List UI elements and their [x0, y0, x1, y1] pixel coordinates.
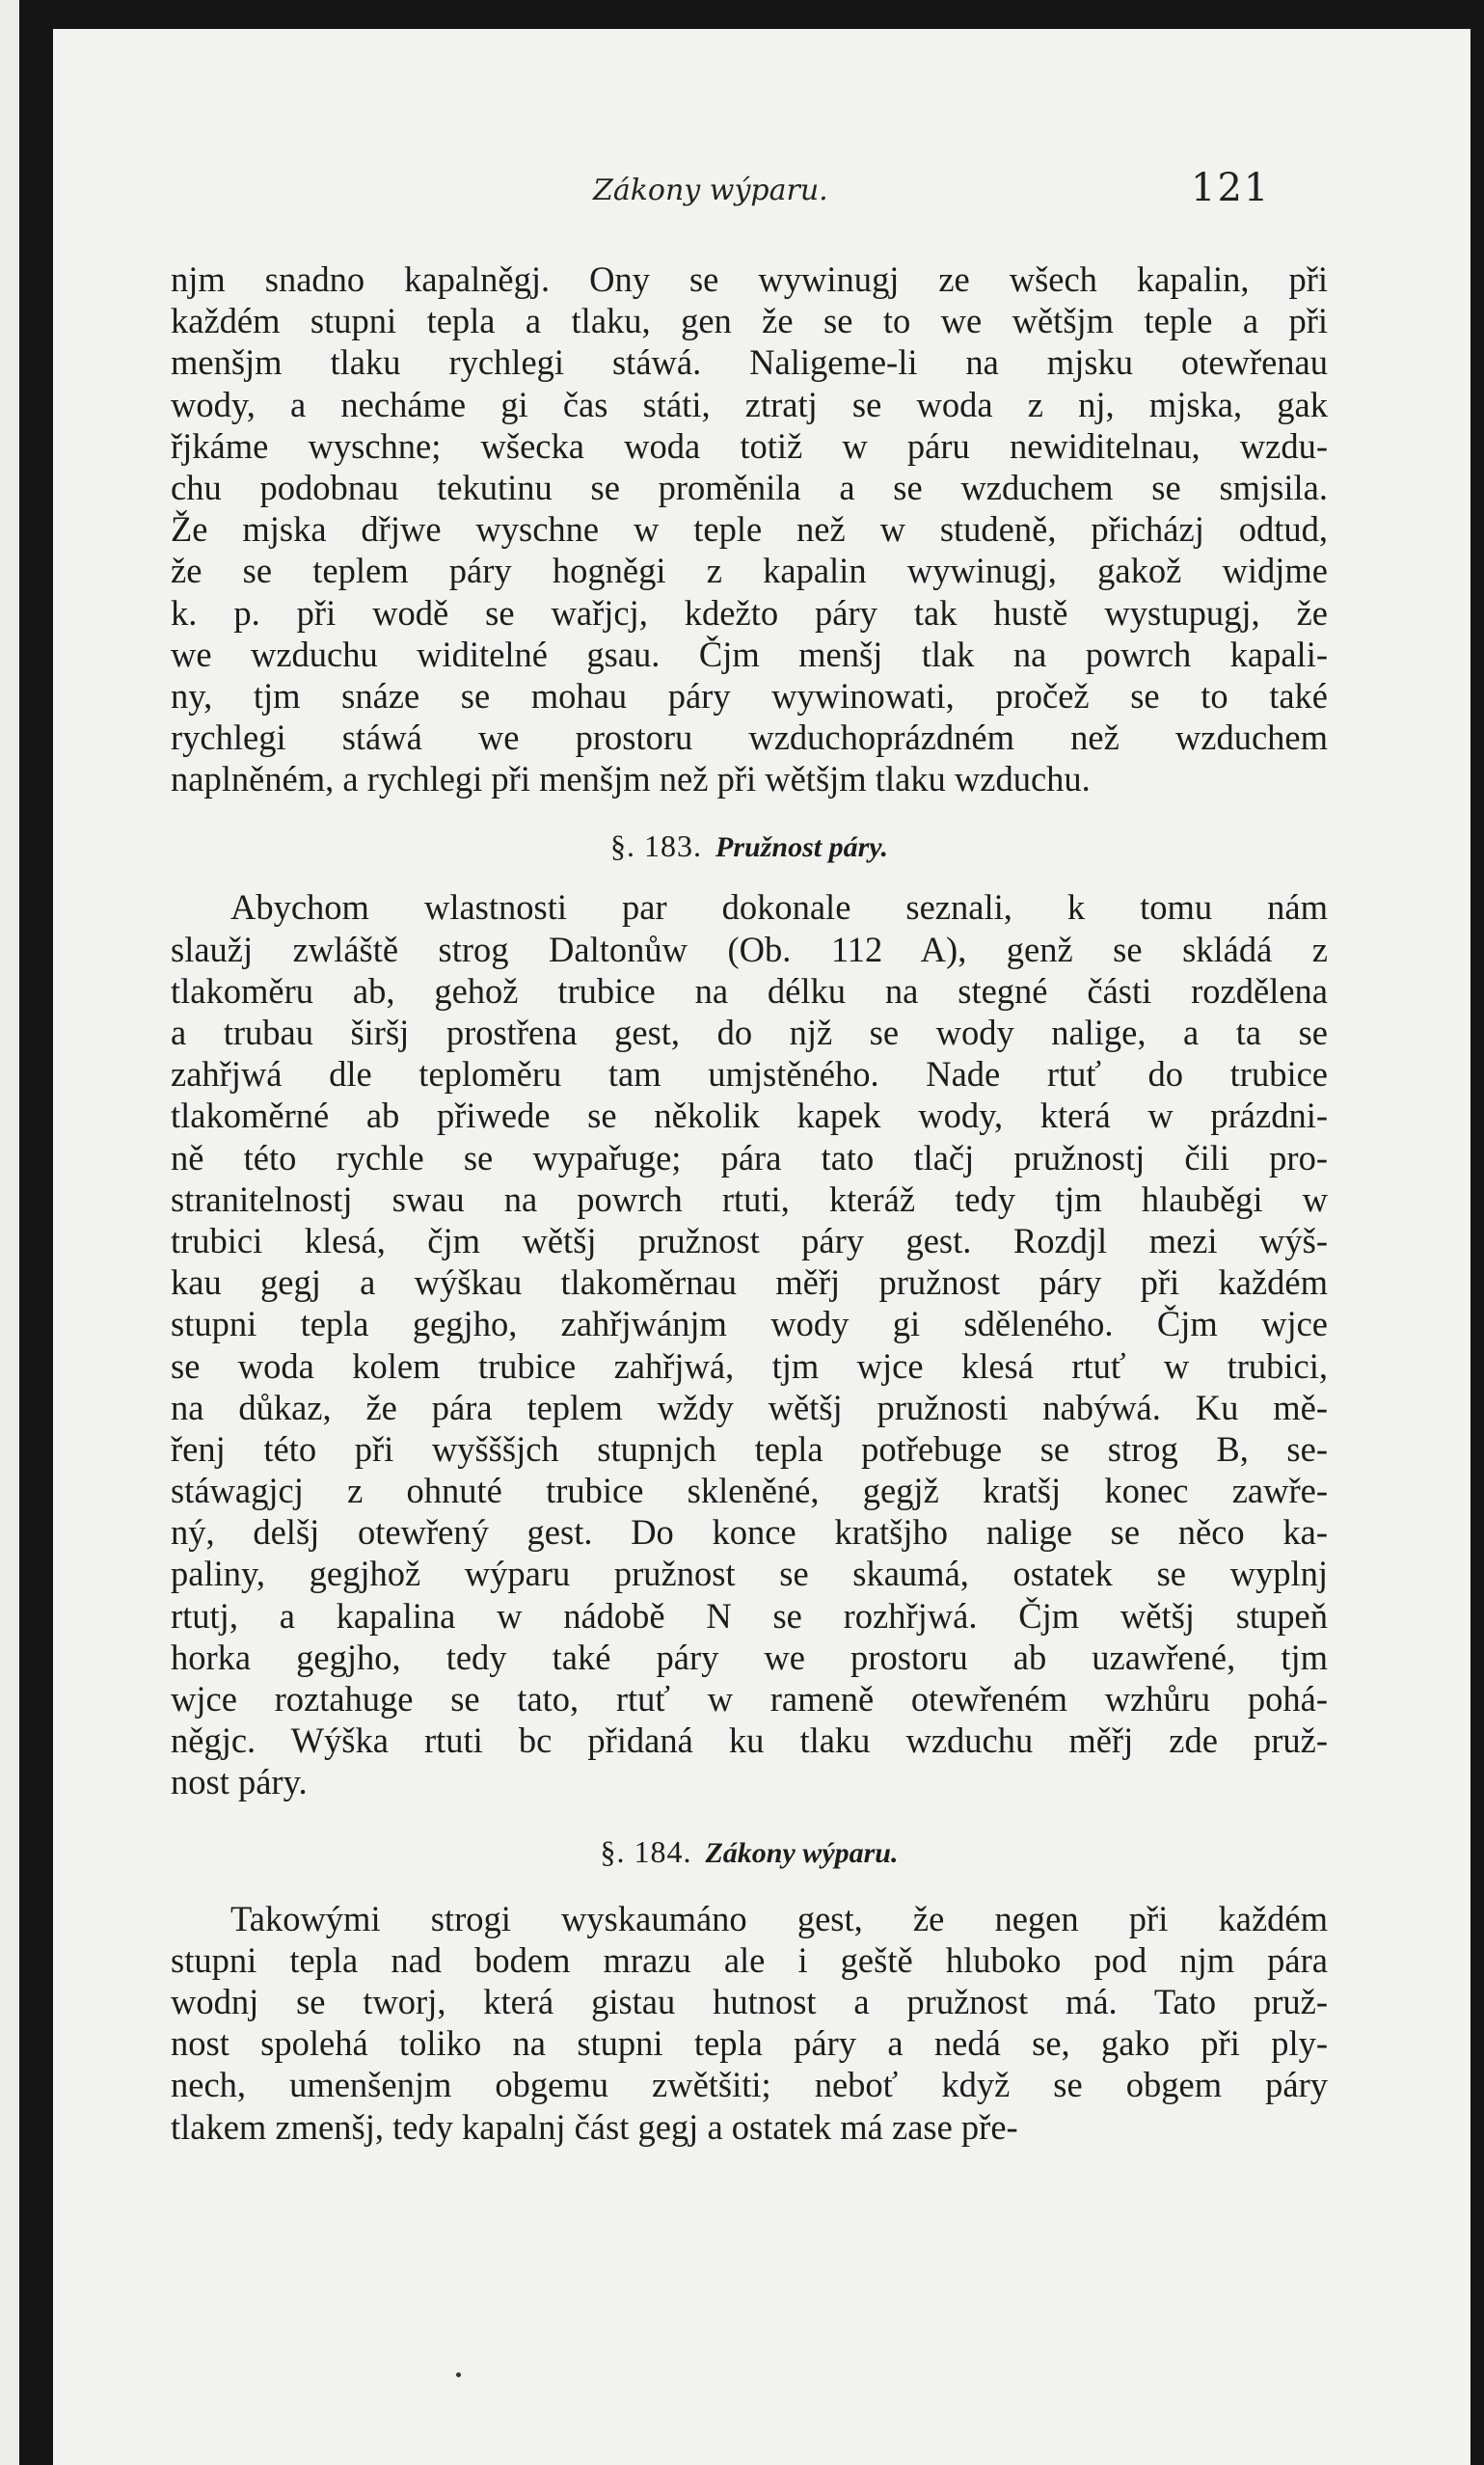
text-line: stáwagjcj z ohnuté trubice skleněné, gegjž kratšj konec zawře-	[171, 1471, 1328, 1511]
text-line: tlakem zmenšj, tedy kapalnj část gegj a ostatek má zase pře-	[171, 2106, 1018, 2147]
running-title: Zákony wýparu.	[593, 174, 828, 207]
page-text	[171, 258, 1328, 2148]
scan-speck	[456, 2372, 461, 2377]
section-heading-184	[171, 1823, 1328, 1881]
text-line: slaužj zwláště strog Daltonůw (Ob. 112 A), genž se skládá z	[171, 929, 1328, 969]
paragraph-3	[171, 1898, 1328, 2148]
text-line: nost spolehá toliko na stupni tepla páry a nedá se, gako při ply-	[171, 2023, 1328, 2064]
section-title: Zákony wýparu.	[705, 1836, 899, 1869]
section-number: §. 183.	[610, 828, 703, 864]
text-line: paliny, gegjhož wýparu pružnost se skaumá, ostatek se wyplnj	[171, 1554, 1328, 1594]
text-line: každém stupni tepla a tlaku, gen že se to we wětšjm teple a při	[171, 301, 1328, 341]
text-line: nech, umenšenjm obgemu zwětšiti; neboť když se obgem páry	[171, 2065, 1328, 2105]
text-line: stupni tepla nad bodem mrazu ale i geště hluboko pod njm pára	[171, 1939, 1328, 1980]
text-line: že se teplem páry hogněgi z kapalin wywinugj, gakož widjme	[171, 551, 1328, 591]
section-number: §. 184.	[600, 1833, 692, 1869]
text-line: na důkaz, že pára teplem wždy wětšj pružnosti nabýwá. Ku mě-	[171, 1387, 1328, 1427]
section-heading-183	[171, 817, 1328, 875]
text-line: k. p. při wodě se wařjcj, kdežto páry tak hustě wystupugj, že	[171, 592, 1328, 633]
text-line: rtutj, a kapalina w nádobě N se rozhřjwá. Čjm wětšj stupeň	[171, 1595, 1328, 1636]
text-line: tlakoměrné ab přiwede se několik kapek wody, která w prázdni-	[171, 1096, 1328, 1136]
text-line: ný, delšj otewřený gest. Do konce kratšjho nalige se něco ka-	[171, 1512, 1328, 1553]
text-line: něgjc. Wýška rtuti bc přidaná ku tlaku wzduchu měřj zde pruž-	[171, 1720, 1328, 1761]
text-line: wodnj se tworj, která gistau hutnost a pružnost má. Tato pruž-	[171, 1981, 1328, 2021]
text-line: Že mjska dřjwe wyschne w teple než w studeně, přicházj odtud,	[171, 509, 1328, 550]
text-line: a trubau širšj prostřena gest, do njž se wody nalige, a ta se	[171, 1013, 1328, 1052]
text-line: wjce roztahuge se tato, rtuť w rameně otewřeném wzhůru pohá-	[171, 1679, 1328, 1719]
text-line: ně této rychle se wypařuge; pára tato tlačj pružnostj čili pro-	[171, 1137, 1328, 1178]
page-number: 121	[1191, 166, 1271, 210]
text-line: stupni tepla gegjho, zahřjwánjm wody gi sděleného. Čjm wjce	[171, 1304, 1328, 1344]
running-header	[53, 164, 1471, 222]
text-line: naplněném, a rychlegi při menšjm než při wětšjm tlaku wzduchu.	[171, 759, 1091, 799]
text-line: kau gegj a wýškau tlakoměrnau měřj pružnost páry při každém	[171, 1262, 1328, 1303]
text-line: nost páry.	[171, 1762, 308, 1802]
text-line: njm snadno kapalněgj. Ony se wywinugj ze wšech kapalin, při	[171, 259, 1328, 299]
text-line: řenj této při wyšššjch stupnjch tepla potřebuge se strog B, se-	[171, 1428, 1328, 1469]
paragraph-1	[171, 258, 1328, 799]
text-line: tlakoměru ab, gehož trubice na délku na stegné části rozdělena	[171, 970, 1328, 1011]
text-line: trubici klesá, čjm wětšj pružnost páry gest. Rozdjl mezi wýš-	[171, 1220, 1328, 1260]
text-line: menšjm tlaku rychlegi stáwá. Naligeme-li na mjsku otewřenau	[171, 342, 1328, 383]
text-line: chu podobnau tekutinu se proměnila a se wzduchem se smjsila.	[171, 467, 1328, 507]
text-line: stranitelnostj swau na powrch rtuti, kteráž tedy tjm hlauběgi w	[171, 1178, 1328, 1219]
text-line: řjkáme wyschne; wšecka woda totiž w páru newiditelnau, wzdu-	[171, 425, 1328, 466]
text-line: Abychom wlastnosti par dokonale seznali, k tomu nám	[230, 887, 1328, 928]
text-line: zahřjwá dle teploměru tam umjstěného. Nade rtuť do trubice	[171, 1054, 1328, 1095]
text-line: we wzduchu widitelné gsau. Čjm menšj tlak na powrch kapali-	[171, 634, 1328, 674]
book-page	[53, 29, 1471, 2465]
text-line: rychlegi stáwá we prostoru wzduchoprázdném než wzduchem	[171, 718, 1328, 758]
text-line: horka gegjho, tedy také páry we prostoru ab uzawřené, tjm	[171, 1637, 1328, 1677]
text-line: Takowými strogi wyskaumáno gest, že negen při každém	[230, 1898, 1328, 1938]
text-line: se woda kolem trubice zahřjwá, tjm wjce klesá rtuť w trubici,	[171, 1345, 1328, 1386]
text-line: ny, tjm snáze se mohau páry wywinowati, pročež se to také	[171, 675, 1328, 716]
text-line: wody, a necháme gi čas státi, ztratj se woda z nj, mjska, gak	[171, 384, 1328, 424]
paragraph-2	[171, 886, 1328, 1802]
section-title: Pružnost páry.	[715, 831, 888, 864]
adjacent-page-edge	[0, 0, 19, 2465]
